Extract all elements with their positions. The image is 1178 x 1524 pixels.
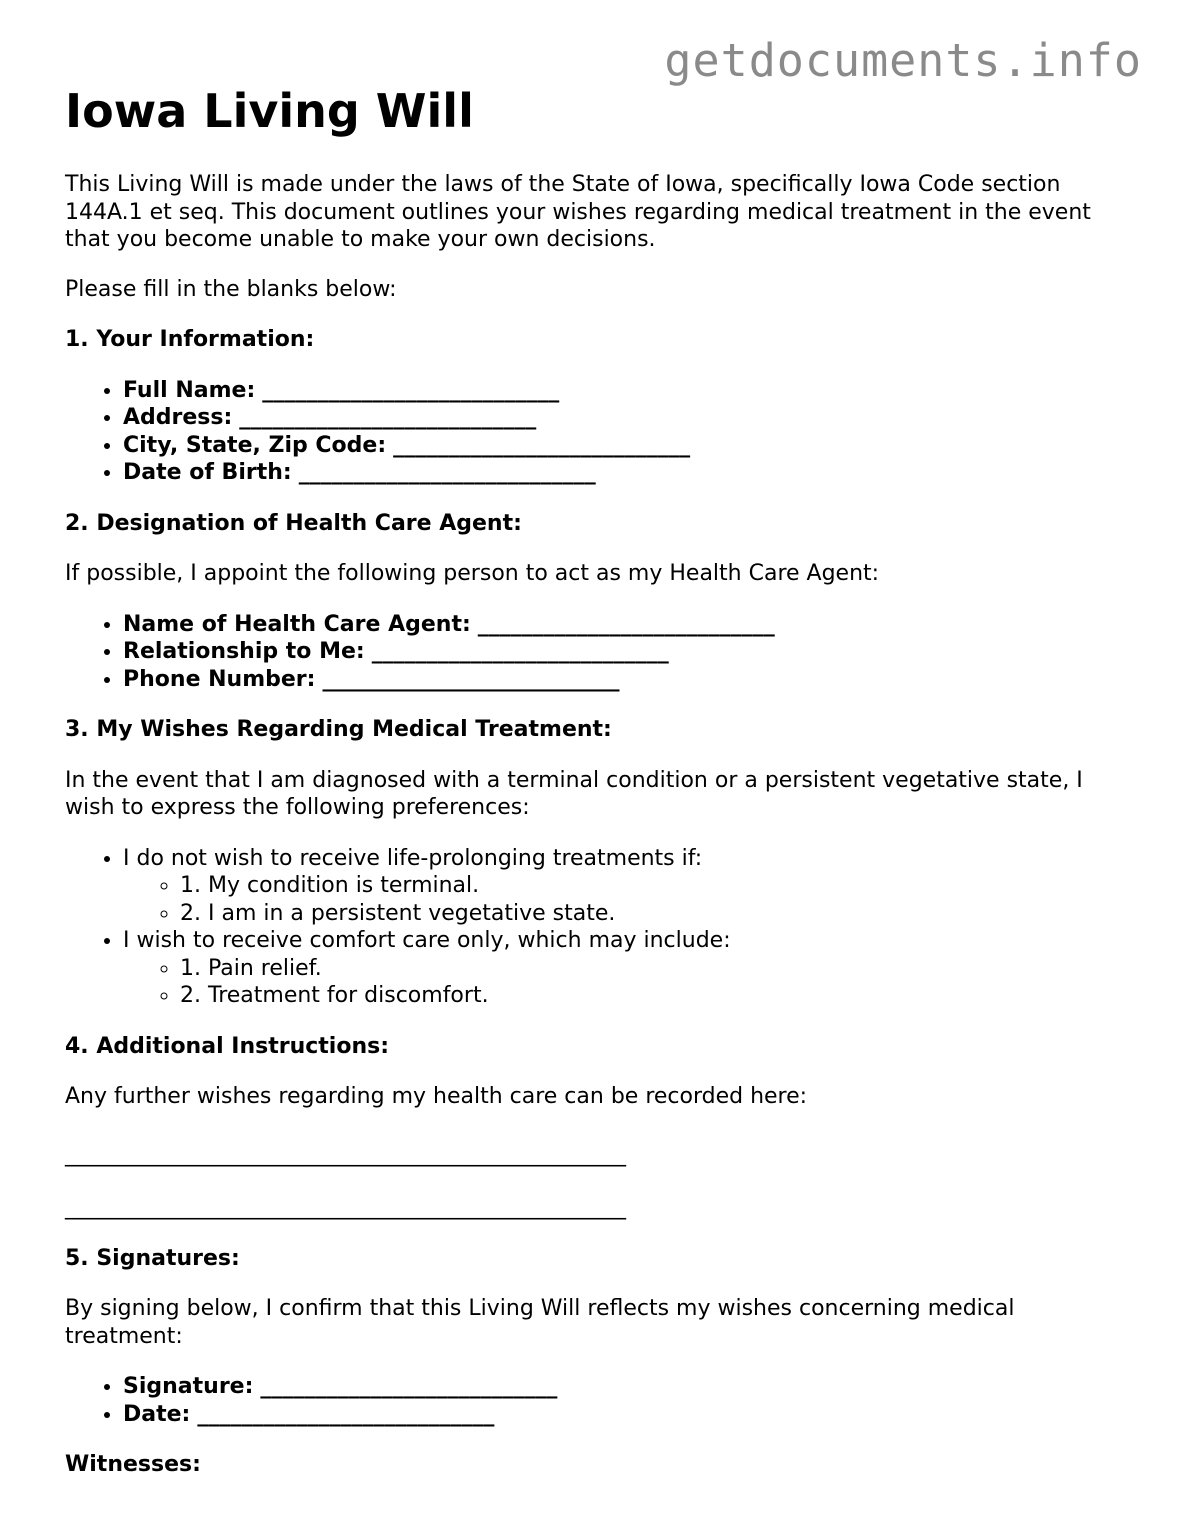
document-body (65, 84, 1125, 1479)
field-city-state-zip (123, 432, 1125, 460)
field-label: Relationship to Me: (123, 639, 365, 664)
list-item-text: I do not wish to receive life-prolonging treatments if: (123, 845, 703, 871)
witnesses-heading: Witnesses: (65, 1452, 201, 1477)
blank-line[interactable]: ___________________________ (197, 1401, 495, 1427)
blank-line[interactable]: ___________________________ (239, 405, 537, 430)
blank-line[interactable]: ___________________________ (262, 377, 560, 403)
field-label: Date of Birth: (123, 460, 292, 485)
field-label: Name of Health Care Agent: (123, 611, 471, 637)
field-relationship (123, 638, 1125, 666)
section-1-heading: 1. Your Information: (65, 327, 315, 352)
watermark: getdocuments.info (664, 34, 1142, 87)
field-phone-number (123, 666, 1125, 694)
sub-list (123, 955, 1125, 1010)
additional-instructions-line-2[interactable]: ___________________________________________________ (65, 1195, 626, 1220)
intro-paragraph: This Living Will is made under the laws of the State of Iowa, specifically Iowa Code section 144A.1 et seq. This document outlines your wishes regarding medical treatment in the event that you become unable to make your own decisions. (65, 172, 1091, 252)
section-2-text: If possible, I appoint the following person to act as my Health Care Agent: (65, 561, 880, 586)
section-5-heading: 5. Signatures: (65, 1245, 240, 1271)
sub-list-item: ◦ 1. Pain relief. (180, 955, 1125, 983)
page-title: Iowa Living Will (65, 84, 474, 138)
section-2-fields (65, 611, 1125, 694)
section-4-heading: 4. Additional Instructions: (65, 1033, 390, 1059)
field-label: City, State, Zip Code: (123, 432, 387, 458)
field-date (123, 1401, 1125, 1429)
field-label: Signature: (123, 1374, 254, 1399)
list-item (123, 927, 1125, 1010)
blank-line[interactable]: ___________________________ (298, 460, 596, 485)
section-2-heading: 2. Designation of Health Care Agent: (65, 510, 522, 536)
blank-line[interactable]: ___________________________ (322, 666, 620, 692)
sub-list-item: ◦ 2. Treatment for discomfort. (180, 982, 1125, 1010)
field-full-name (123, 377, 1125, 405)
section-5-text: By signing below, I confirm that this Living Will reflects my wishes concerning medical treatment: (65, 1296, 1015, 1349)
field-agent-name (123, 611, 1125, 639)
instruction-text: Please fill in the blanks below: (65, 276, 397, 302)
sub-list-item: ◦ 1. My condition is terminal. (180, 872, 1125, 900)
blank-line[interactable]: ___________________________ (260, 1374, 558, 1399)
additional-instructions-line-1[interactable]: ___________________________________________________ (65, 1141, 626, 1167)
field-label: Address: (123, 405, 233, 430)
section-3-list (65, 845, 1125, 1010)
field-label: Phone Number: (123, 666, 316, 692)
list-item (123, 845, 1125, 928)
blank-line[interactable]: ___________________________ (477, 611, 775, 637)
section-5-fields (65, 1373, 1125, 1428)
field-label: Full Name: (123, 377, 256, 403)
section-1-fields (65, 377, 1125, 487)
section-3-text: In the event that I am diagnosed with a terminal condition or a persistent vegetative state, I wish to express the following preferences: (65, 767, 1083, 820)
field-date-of-birth (123, 459, 1125, 487)
sub-list (123, 872, 1125, 927)
field-label: Date: (123, 1401, 191, 1427)
section-4-text: Any further wishes regarding my health care can be recorded here: (65, 1084, 808, 1109)
section-3-heading: 3. My Wishes Regarding Medical Treatment: (65, 717, 612, 742)
blank-line[interactable]: ___________________________ (371, 639, 669, 664)
list-item-text: I wish to receive comfort care only, which may include: (123, 928, 731, 953)
field-signature (123, 1373, 1125, 1401)
field-address (123, 404, 1125, 432)
sub-list-item: ◦ 2. I am in a persistent vegetative state. (180, 900, 1125, 928)
blank-line[interactable]: ___________________________ (393, 432, 691, 458)
